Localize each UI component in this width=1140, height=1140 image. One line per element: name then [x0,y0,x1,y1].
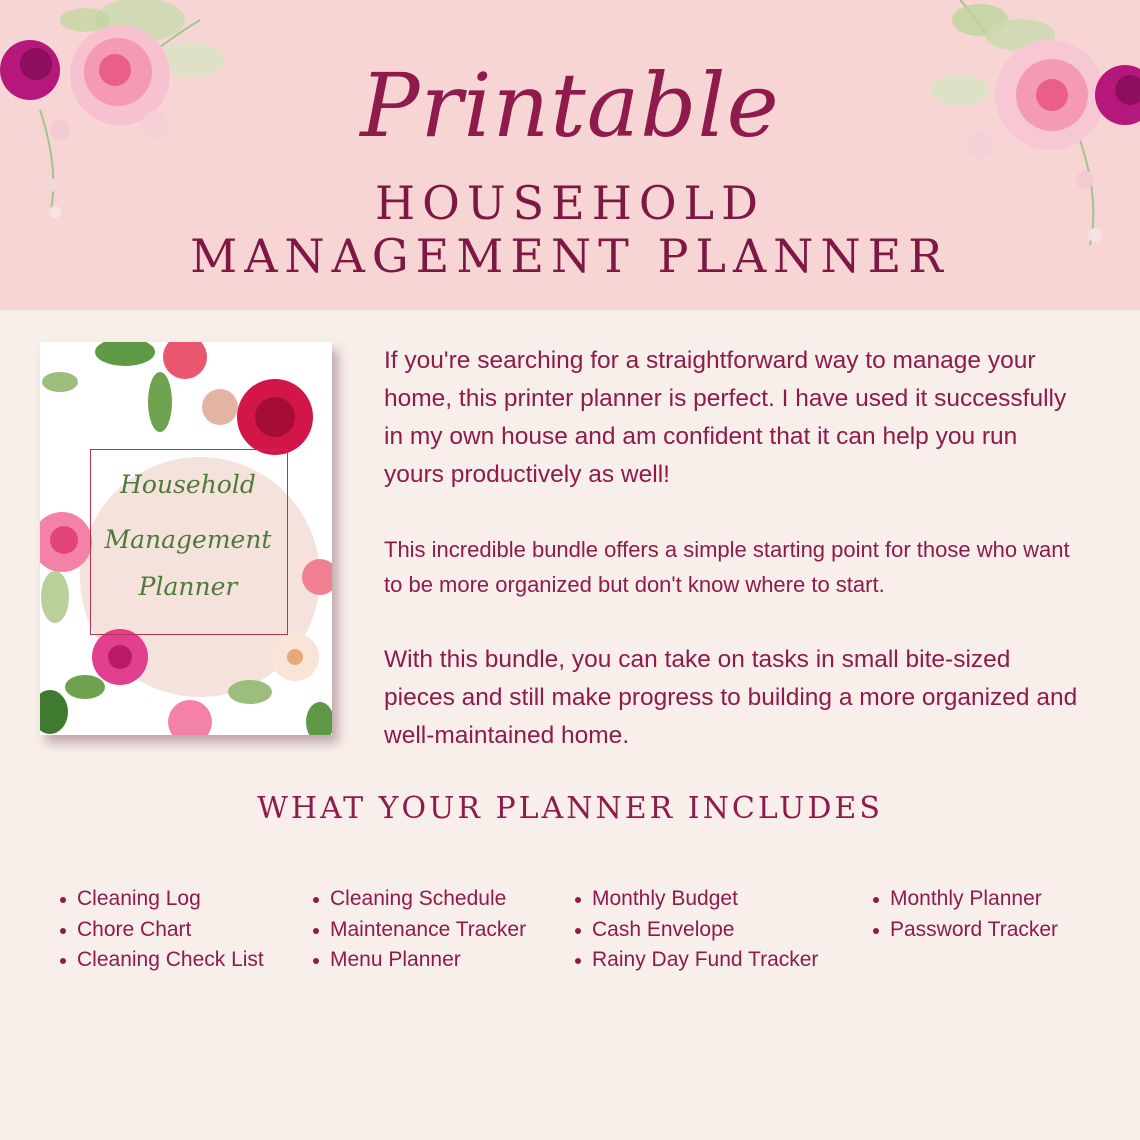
intro-paragraph: If you're searching for a straightforward way to manage your home, this printer planner is perfect. I have used it successfully in my own house and am confident that it can help you run yours productively as well! [384,347,1067,488]
cover-title-line-3: Planner [138,572,238,601]
title-line-1: HOUSEHOLD [375,176,765,230]
includes-list-column-3 [574,884,818,976]
includes-list-column-2 [312,884,526,976]
script-title: Printable [360,54,780,157]
list-item: Maintenance Tracker [312,915,526,946]
list-item: Password Tracker [872,915,1058,946]
tasks-paragraph: With this bundle, you can take on tasks in small bite-sized pieces and still make progress to building a more organized and well-maintained home. [384,646,1078,749]
cover-title-line-1: Household [120,470,256,499]
list-item: Menu Planner [312,945,526,976]
list-item: Cleaning Log [59,884,264,915]
list-item: Cash Envelope [574,915,818,946]
list-item: Monthly Budget [574,884,818,915]
cover-title-line-2: Management [104,525,272,554]
list-item: Cleaning Check List [59,945,264,976]
list-item: Chore Chart [59,915,264,946]
list-item: Rainy Day Fund Tracker [574,945,818,976]
list-item: Cleaning Schedule [312,884,526,915]
header-banner [0,0,1140,310]
includes-heading: WHAT YOUR PLANNER INCLUDES [257,791,883,826]
includes-list-column-1 [59,884,264,976]
planner-cover-image [40,342,332,735]
bundle-paragraph: This incredible bundle offers a simple starting point for those who want to be more organized but don't know where to start. [384,537,1070,597]
list-item: Monthly Planner [872,884,1058,915]
title-line-2: MANAGEMENT PLANNER [190,229,950,283]
includes-list-column-4 [872,884,1058,945]
